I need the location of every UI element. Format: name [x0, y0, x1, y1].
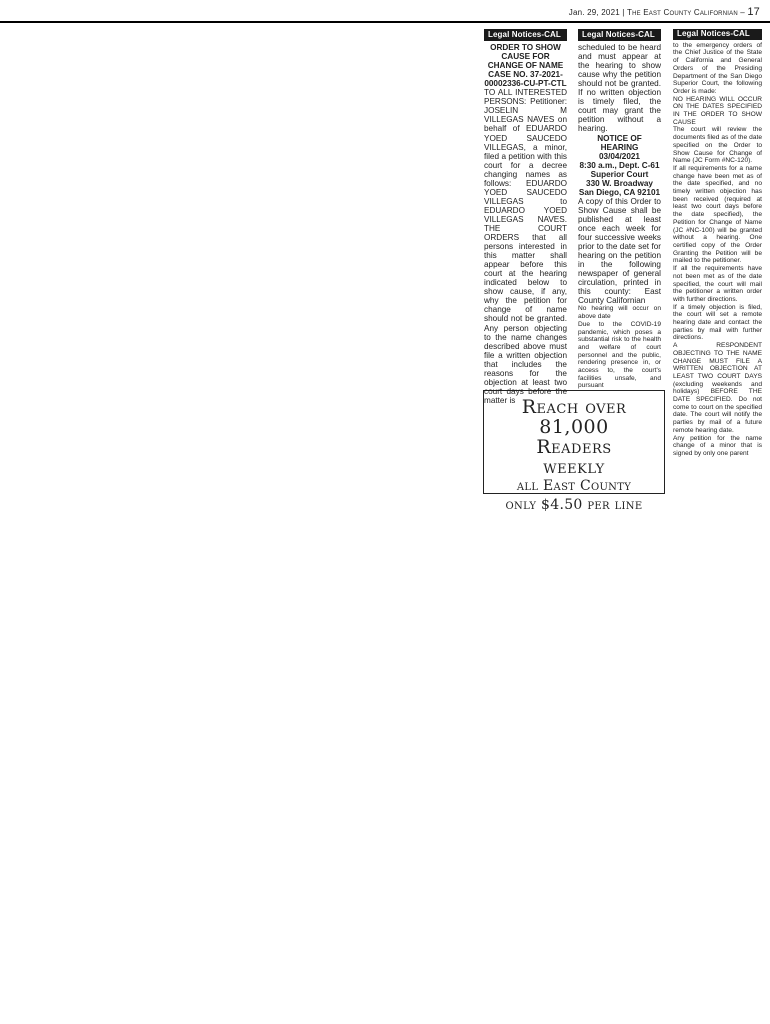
ad-line-reach-over: Reach over: [521, 396, 627, 418]
hearing-date: 03/04/2021: [599, 151, 640, 161]
ad-line-price: only $4.50 per line: [505, 497, 643, 513]
advertising-box: [483, 390, 665, 513]
header-rule: [0, 21, 770, 23]
court-review-paragraph: The court will review the documents filed as of the date specified on the Order to Show Cause for Change of Name (JC Form #NC-120).: [673, 126, 762, 165]
notice-of-hearing-title: NOTICE OF HEARING: [597, 133, 642, 152]
publication-order: A copy of this Order to Show Cause shall be published at least once each week for four successive weeks prior to the date set for hearing on the petition in the following newspaper of general circulation, printed in this county: East County Californian: [578, 196, 661, 306]
court-address-street: 330 W. Broadway: [586, 178, 653, 188]
notice-body-continued: scheduled to be heard and must appear at the hearing to show cause why the petition should not be granted. If no written objection is timely filed, the court may grant the petition without a hearing.: [578, 43, 661, 134]
column-header: Legal Notices-CAL: [578, 29, 661, 41]
ad-line-coverage: all East County: [516, 478, 632, 494]
no-hearing-paragraph: NO HEARING WILL OCCUR ON THE DATES SPECIFIED IN THE ORDER TO SHOW CAUSE: [673, 95, 762, 126]
folio-dash: –: [737, 8, 748, 17]
legal-column-3: [673, 29, 762, 458]
folio-publication: The East County Californian: [627, 8, 738, 17]
court-name: Superior Court: [590, 169, 649, 179]
court-address-city: San Diego, CA 92101: [578, 187, 661, 197]
ad-line-readers-count: 81,000: [539, 416, 609, 438]
emergency-order-paragraph: to the emergency orders of the Chief Justice of the State of California and General Orders of the Presiding Department of the San Diego Superior Court, the following Order is made:: [673, 41, 762, 95]
column-header: Legal Notices-CAL: [484, 29, 567, 41]
column-header: Legal Notices-CAL: [673, 29, 762, 40]
notice-title: ORDER TO SHOW CAUSE FOR CHANGE OF NAME: [487, 43, 564, 71]
objection-filed-paragraph: If a timely objection is filed, the court will set a remote hearing date and contact the parties by mail with further directions.: [673, 303, 762, 342]
ad-line-readers: Readers: [536, 436, 612, 458]
hearing-time: 8:30 a.m., Dept. C-61: [579, 160, 660, 170]
folio-date: Jan. 29, 2021: [568, 8, 620, 17]
folio-separator: |: [619, 8, 627, 17]
notice-body: TO ALL INTERESTED PERSONS: Petitioner: JOSELIN M VILLEGAS NAVES on behalf of EDUARDO YOED SAUCEDO VILLEGAS, a minor, filed a petition with this court for a decree changing names as follows: EDUARDO YOED SAUCEDO VILLEGAS to EDUARDO YOED VILLEGAS NAVES. THE COURT ORDERS that all persons interested in this matter shall appear before this court at the hearing indicated below to show cause, if any, why the petition for change of name should not be granted. Any person objecting to the name changes described above must file a written objection that includes the reasons for the objection at least two court days before the matter is: [484, 88, 567, 405]
no-hearing-note: No hearing will occur on above date: [578, 305, 661, 321]
requirements-not-met-paragraph: If all the requirements have not been met as of the date specified, the court will mail the petitioner a written order with further directions.: [673, 265, 762, 303]
legal-column-1: [484, 29, 567, 405]
folio-page-number: 17: [747, 6, 760, 18]
covid-note: Due to the COVID-19 pandemic, which poses a substantial risk to the health and welfare of court personnel and the public, rendering presence in, or access to, the court's facilities unsafe, and pursuant: [578, 320, 661, 390]
minor-petition-paragraph: Any petition for the name change of a minor that is signed by only one parent: [673, 434, 762, 457]
requirements-met-paragraph: If all requirements for a name change have been met as of the date specified, and no timely written objection has been received (required at least two court days before the date specified), the Petition for Change of Name (JC #NC-100) will be granted without a hearing. One certified copy of the Order Granting the Petition will be mailed to the petitioner.: [673, 164, 762, 265]
respondent-objection-paragraph: A RESPONDENT OBJECTING TO THE NAME CHANGE MUST FILE A WRITTEN OBJECTION AT LEAST TWO COURT DAYS (excluding weekends and holidays) BEFORE THE DATE SPECIFIED. Do not come to court on the specified date. The court will notify the parties by mail of a future remote hearing date.: [673, 342, 762, 434]
legal-column-2: [578, 29, 661, 390]
ad-line-weekly: weekly: [543, 456, 605, 478]
page-folio: [569, 6, 760, 18]
case-number: CASE NO. 37-2021-00002336-CU-PT-CTL: [484, 70, 567, 89]
